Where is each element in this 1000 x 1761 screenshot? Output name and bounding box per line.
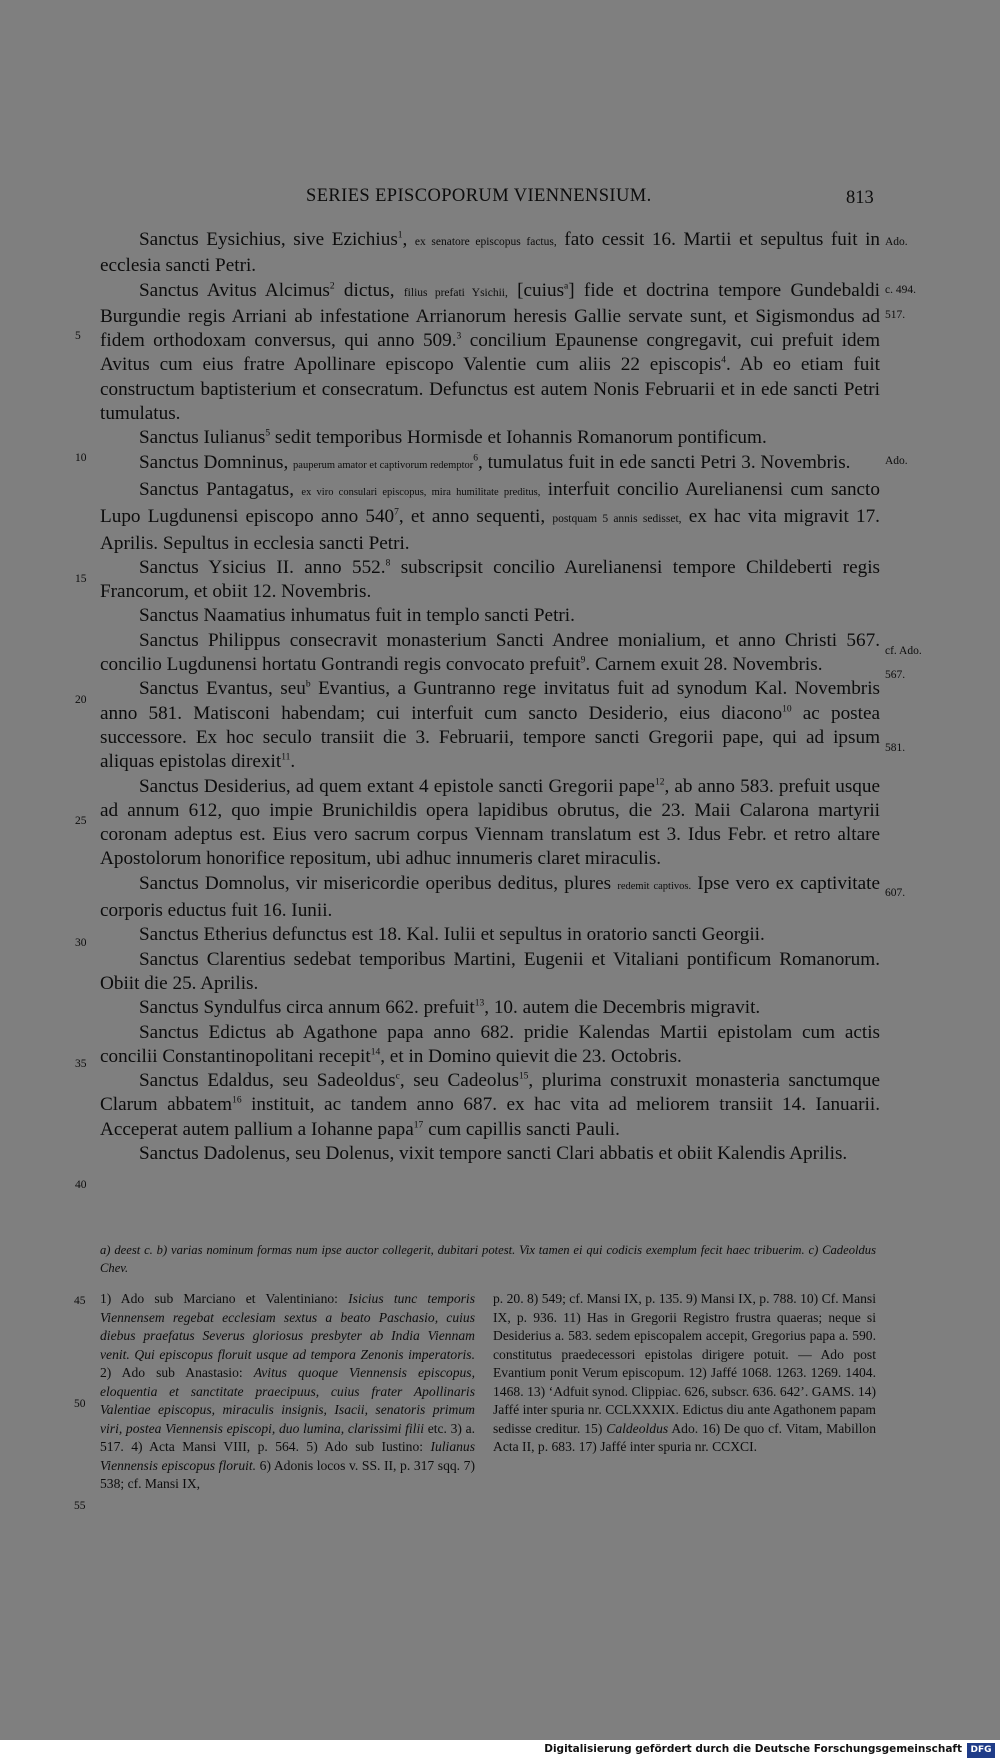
side-note: 567. (885, 669, 906, 681)
side-note: 517. (885, 309, 906, 321)
quoted-source: Iulianus Viennensis episcopus floruit. (100, 1439, 475, 1473)
text-run: , (402, 229, 415, 250)
line-number: 15 (75, 573, 87, 585)
text-run: , plurima construxit monasteria sanctumque Clarum abbatem (100, 1070, 880, 1116)
text-run: cum capillis sancti Pauli. (423, 1118, 620, 1140)
inline-gloss: redemit captivos. (617, 880, 692, 892)
text-run: , tumulatus fuit in ede sancti Petri 3. Novembris. (477, 451, 851, 473)
line-number: 5 (75, 330, 81, 342)
entry-paragraph (100, 604, 880, 628)
text-run: Sanctus Pantagatus, (139, 478, 302, 500)
entry-paragraph (100, 228, 880, 279)
text-run: fato cessit 16. Martii et sepultus fuit in ecclesia sancti Petri. (100, 229, 881, 277)
text-run: Sanctus Dadolenus, seu Dolenus, vixit tempore sancti Clari abbatis et obiit Kalendis Aprilis. (139, 1142, 848, 1164)
side-note: c. 494. (885, 284, 916, 296)
note-marker: 6 (473, 453, 478, 464)
entry-paragraph (100, 1021, 880, 1070)
entry-paragraph (100, 451, 880, 478)
running-head (0, 186, 1000, 216)
text-run: Sanctus Evantus, seu (139, 678, 306, 700)
running-title: SERIES EPISCOPORUM VIENNENSIUM. (306, 186, 652, 206)
text-run: 2) Ado sub Anastasio: (100, 1365, 254, 1380)
text-run: , et anno sequenti, (398, 506, 553, 528)
quoted-source: Caldeoldus (606, 1420, 669, 1436)
line-number: 10 (75, 452, 87, 464)
text-run: Sanctus Ysicius II. anno 552. (139, 556, 386, 578)
text-run: Sanctus Naamatius inhumatus fuit in templo sancti Petri. (139, 605, 575, 627)
text-run: , seu Cadeolus (399, 1070, 519, 1092)
text-run: Sanctus Domninus, (139, 451, 294, 473)
text-run: Sanctus Eysichius, sive Ezichius (139, 229, 398, 250)
text-run: ex hac vita migravit 17. Aprilis. Sepultus in ecclesia sancti Petri. (100, 506, 880, 554)
note-marker: b (305, 679, 311, 690)
entry-paragraph (100, 923, 880, 947)
note-marker: 17 (413, 1120, 424, 1131)
dfg-logo: DFG (967, 1743, 995, 1758)
side-note: cf. Ado. (885, 645, 922, 657)
text-run: . Ab eo etiam fuit constructum baptisterium et consecratum. Defunctus est autem Nonis Februarii et in ede sancti Petri tumulatus. (100, 354, 880, 425)
side-note: 607. (885, 887, 906, 899)
text-run: etc. 3) a. 517. 4) Acta Mansi VIII, p. 564. 5) Ado sub Iustino: (100, 1420, 476, 1454)
line-number: 25 (75, 815, 87, 827)
page-number: 813 (846, 188, 874, 208)
note-marker: 10 (782, 704, 792, 715)
line-number: 50 (74, 1398, 86, 1410)
text-run: . Carnem exuit 28. Novembris. (585, 654, 823, 676)
text-run: ] fide et doctrina tempore Gundebaldi Burgundie regis Arriani ab infestatione Arrianorum heresis Gallie servate sunt, et Sigismondus ad fidem orthodoxam conversus, qui anno 509. (100, 279, 880, 352)
text-run: Sanctus Desiderius, ad quem extant 4 epistole sancti Gregorii pape (139, 775, 655, 797)
note-marker: 15 (518, 1071, 529, 1082)
note-marker: 13 (474, 998, 485, 1009)
text-run: interfuit concilio Aurelianensi cum sancto Lupo Lugdunensi episcopo anno 540 (100, 478, 880, 528)
text-run: dictus, (334, 279, 404, 301)
entry-paragraph (100, 1069, 880, 1142)
note-marker: 11 (281, 752, 291, 763)
footer-credit: Digitalisierung gefördert durch die Deutsche Forschungsgemeinschaft (544, 1743, 962, 1755)
side-note: 581. (885, 742, 906, 754)
inline-gloss: pauperum amator et captivorum redemptor (293, 459, 474, 471)
entry-paragraph (100, 948, 880, 997)
text-run: instituit, ac tandem anno 687. ex hac vita ad meliorem transiit 14. Ianuarii. Acceperat autem pallium a Iohanne papa (100, 1094, 881, 1140)
entry-paragraph (100, 775, 880, 872)
entry-paragraph (100, 677, 880, 774)
text-run: Ado. 16) De quo cf. Vitam, Mabillon Acta II, p. 683. 17) Jaffé inter spuria nr. CCXCI. (493, 1420, 877, 1454)
inline-gloss: postquam 5 annis sedisset, (552, 513, 682, 526)
text-run: 1) Ado sub Marciano et Valentiniano: (100, 1291, 349, 1306)
text-run: concilium Epaunense congregavit, cui prefuit idem Avitus cum eius fratre Apollinare episcopo Valentie cum aliis 22 episcopis (100, 330, 880, 376)
entry-paragraph (100, 556, 880, 605)
text-run: Ipse vero ex captivitate corporis eductus fuit 16. Iunii. (100, 872, 881, 922)
text-run: , ab anno 583. prefuit usque ad annum 612, quo impie Brunichildis opera lapidibus obrutus, die 23. Maii Calarona martyrii coronam adeptus est. Eius vero sacrum corpus Viennam translatum est 3. Idus Febr. et retro altare Apostolorum honorifice repositum, ubi adhuc innumeris claret miraculis. (100, 775, 880, 870)
text-run: Sanctus Clarentius sedebat temporibus Martini, Eugenii et Vitaliani pontificum Romanorum. Obiit die 25. Aprilis. (100, 948, 880, 994)
text-run: , 10. autem die Decembris migravit. (484, 997, 761, 1019)
text-run: , et in Domino quievit die 23. Octobris. (380, 1045, 682, 1067)
note-marker: 9 (580, 655, 586, 666)
footer-bar (0, 1740, 1000, 1761)
text-run: Sanctus Edaldus, seu Sadeoldus (139, 1070, 396, 1092)
critical-apparatus: a) deest c. b) varias nominum formas num ipse auctor collegerit, dubitari potest. Vix tamen ei qui codicis exemplum fecit haec tribuerim. c) Cadeoldus Chev. (100, 1243, 876, 1275)
text-run: . (290, 751, 296, 773)
text-run: sedit temporibus Hormisde et Iohannis Romanorum pontificum. (270, 427, 767, 449)
note-marker: 12 (654, 777, 665, 788)
entry-paragraph (100, 426, 880, 450)
main-text (100, 228, 880, 1166)
note-marker: 4 (721, 356, 726, 367)
quoted-source: Isicius tunc temporis Viennensem regebat ecclesiam sextus a beato Paschasio, cuius diebus praefatus Severus gloriosus presbyter ab India Viennam venit. Qui episcopus floruit usque ad tempora Zenonis imperatoris. (100, 1291, 475, 1362)
text-run: Sanctus Avitus Alcimus (139, 279, 330, 301)
note-marker: a (564, 281, 569, 292)
note-marker: 5 (265, 428, 271, 439)
inline-gloss: filius prefati Ysichii, (403, 286, 508, 299)
note-marker: 7 (394, 507, 399, 518)
text-run: ac postea successore. Ex hoc seculo transiit die 3. Februarii, tempore sancti Gregorii pape, qui ad ipsum aliquas epistolas direxit (100, 702, 880, 773)
note-marker: 16 (232, 1096, 242, 1106)
inline-gloss: ex senatore episcopus factus, (414, 236, 557, 248)
line-number: 55 (74, 1500, 86, 1512)
text-run: Evantius, a Guntranno rege invitatus fuit ad synodum Kal. Novembris anno 581. Matisconi habendam; cui interfuit cum sancto Desiderio, eius diacono (100, 678, 880, 724)
note-marker: 8 (385, 558, 391, 569)
note-marker: 1 (397, 230, 403, 241)
footnotes-right-column (493, 1290, 876, 1457)
side-note: Ado. (885, 236, 908, 248)
text-run: Sanctus Domnolus, vir misericordie operibus deditus, plures (139, 872, 618, 894)
entry-paragraph (100, 279, 880, 427)
line-number: 40 (75, 1179, 87, 1191)
text-run: p. 20. 8) 549; cf. Mansi IX, p. 135. 9) Mansi IX, p. 788. 10) Cf. Mansi IX, p. 936. 11) Has in Gregorii Registro frustra quaeras; neque si Desiderius a. 583. sedem episcopalem accepit, Gregorius papa a. 590. constitutus praedecessori epistolas dirigere potuit. — Ado post Evantium ponit Verum episcopum. 12) Jaffé 1068. 1263. 1269. 1404. 1468. 13) ‘Adfuit synod. Clippiac. 626, subscr. 636. 642’. GAMS. 14) Jaffé inter spuria nr. CCLXXXIX. Edictus diu ante Agathonem papam sedisse creditur. 15) (493, 1291, 876, 1436)
footnotes-left-column (100, 1290, 475, 1494)
entry-paragraph (100, 872, 880, 924)
line-number: 35 (75, 1058, 87, 1070)
text-run: Sanctus Etherius defunctus est 18. Kal. Iulii et sepultus in oratorio sancti Georgii. (139, 924, 765, 946)
line-number: 30 (75, 937, 87, 949)
line-number: 45 (74, 1295, 86, 1307)
note-marker: c (395, 1071, 400, 1082)
note-marker: 14 (370, 1047, 381, 1058)
entry-paragraph (100, 629, 880, 678)
entry-paragraph (100, 1142, 880, 1166)
text-run: Sanctus Syndulfus circa annum 662. prefuit (139, 997, 475, 1019)
side-note: Ado. (885, 455, 908, 467)
text-run: Sanctus Edictus ab Agathone papa anno 682. pridie Kalendas Martii epistolam cum actis concilii Constantinopolitani recepit (100, 1021, 880, 1067)
inline-gloss: ex viro consulari episcopus, mira humilitate preditus, (301, 486, 541, 498)
text-run: Sanctus Philippus consecravit monasterium Sancti Andree monialium, et anno Christi 567. concilio Lugdunensi hortatu Gontrandi regis convocato prefuit (100, 629, 880, 676)
entry-paragraph (100, 478, 880, 556)
text-run: 6) Adonis locos v. SS. II, p. 317 sqq. 7) 538; cf. Mansi IX, (100, 1457, 475, 1491)
note-marker: 2 (329, 281, 335, 292)
line-number: 20 (75, 694, 87, 706)
entry-paragraph (100, 996, 880, 1020)
text-run: Sanctus Iulianus (139, 427, 266, 449)
quoted-source: Avitus quoque Viennensis episcopus, eloquentia et sanctitate praecipuus, cuius frater Apollinaris Valentiae episcopus, miraculis insignis, Isacii, senatoris primum viri, postea Viennensis episcopi, duo lumina, clarissimi filii (100, 1365, 475, 1436)
note-marker: 3 (456, 331, 462, 342)
text-run: subscripsit concilio Aurelianensi tempore Childeberti regis Francorum, et obiit 12. Novembris. (100, 556, 880, 603)
text-run: [cuius (507, 279, 565, 301)
